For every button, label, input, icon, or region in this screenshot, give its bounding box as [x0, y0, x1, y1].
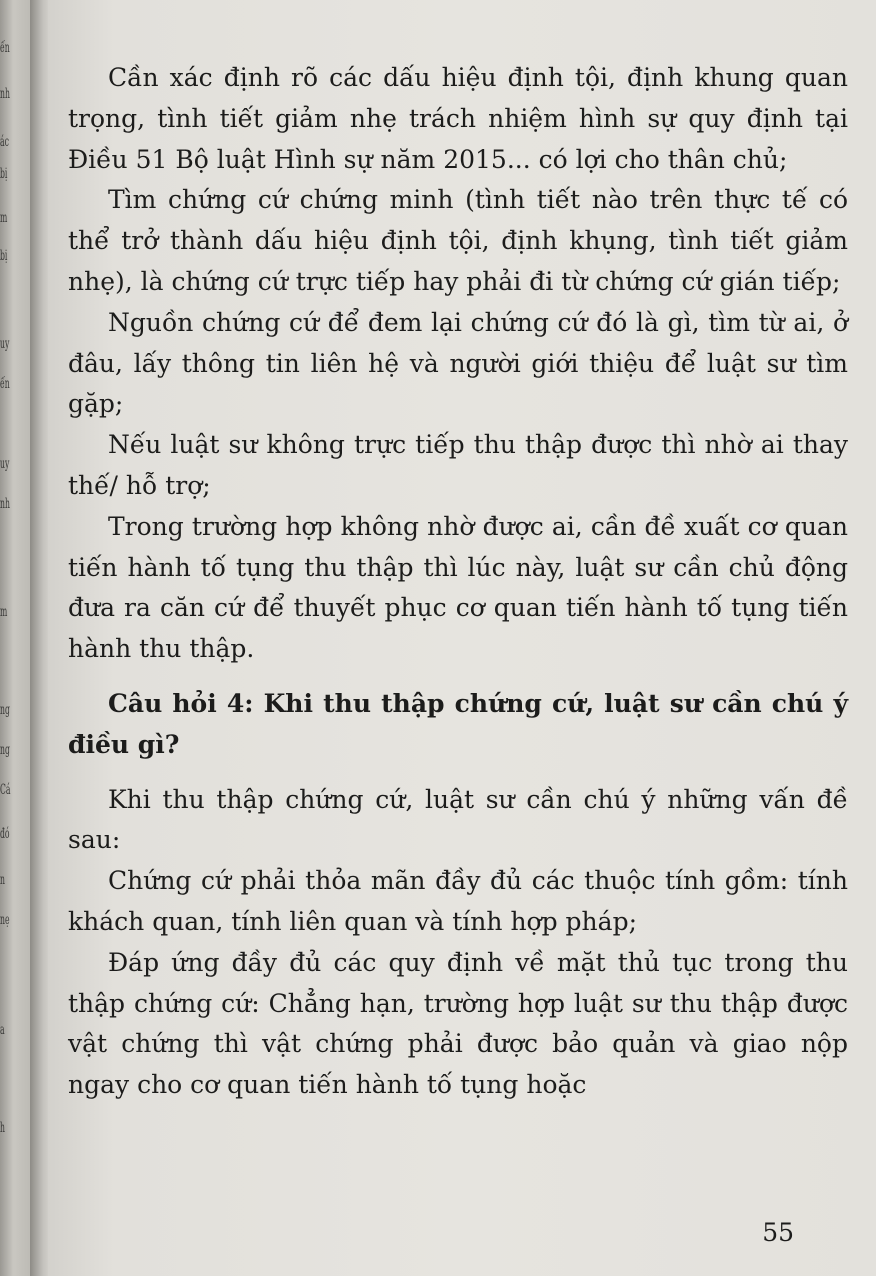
margin-fragment: n — [0, 872, 5, 888]
margin-fragment: m — [0, 210, 8, 226]
margin-fragment: đó — [0, 826, 10, 842]
facing-page-edge — [0, 0, 30, 1276]
paragraph: Đáp ứng đầy đủ các quy định về mặt thủ tục trong thu thập chứng cứ: Chẳng hạn, trường hợp luật sư thu thập được vật chứng thì vật chứng phải được bảo quản và giao nộp ngay cho cơ quan tiến hành tố tụng hoặc — [68, 947, 848, 1100]
paragraph: Nguồn chứng cứ để đem lại chứng cứ đó là gì, tìm từ ai, ở đâu, lấy thông tin liên hệ và người giới thiệu để luật sư tìm gặp; — [68, 307, 848, 419]
margin-fragment: uy — [0, 336, 10, 352]
margin-fragment: a — [0, 1022, 5, 1038]
section-heading: Câu hỏi 4: Khi thu thập chứng cứ, luật sư cần chú ý điều gì? — [68, 688, 848, 759]
page-body — [68, 58, 848, 1106]
page-number: 55 — [762, 1218, 794, 1247]
paragraph: Trong trường hợp không nhờ được ai, cần đề xuất cơ quan tiến hành tố tụng thu thập thì lúc này, luật sư cần chủ động đưa ra căn cứ để thuyết phục cơ quan tiến hành tố tụng tiến hành thu thập. — [68, 511, 848, 664]
margin-fragment: h — [0, 1120, 5, 1136]
paragraph: Khi thu thập chứng cứ, luật sư cần chú ý những vấn đề sau: — [68, 784, 848, 855]
paragraph: Chứng cứ phải thỏa mãn đầy đủ các thuộc tính gồm: tính khách quan, tính liên quan và tính hợp pháp; — [68, 866, 848, 936]
paragraph: Cần xác định rõ các dấu hiệu định tội, định khung quan trọng, tình tiết giảm nhẹ trách nhiệm hình sự quy định tại Điều 51 Bộ luật Hình sự năm 2015... có lợi cho thân chủ; — [68, 63, 848, 174]
margin-fragment: ng — [0, 742, 10, 758]
margin-fragment: ng — [0, 702, 10, 718]
margin-fragment: bị — [0, 166, 8, 182]
margin-fragment: Cá — [0, 782, 11, 798]
book-page — [48, 0, 876, 1276]
margin-fragment: nẹ — [0, 912, 10, 928]
margin-fragment: nh — [0, 86, 10, 102]
margin-fragment: bị — [0, 248, 8, 264]
paragraph: Tìm chứng cứ chứng minh (tình tiết nào trên thực tế có thể trở thành dấu hiệu định tội, định khụng, tình tiết giảm nhẹ), là chứng cứ trực tiếp hay phải đi từ chứng cứ gián tiếp; — [68, 185, 848, 296]
margin-fragment: uy — [0, 456, 10, 472]
margin-fragment: ác — [0, 134, 9, 150]
margin-fragment: nh — [0, 496, 10, 512]
margin-fragment: ến — [0, 40, 10, 56]
margin-fragment: m — [0, 604, 8, 620]
margin-fragment: ến — [0, 376, 10, 392]
paragraph: Nếu luật sư không trực tiếp thu thập được thì nhờ ai thay thế/ hỗ trợ; — [68, 430, 848, 500]
